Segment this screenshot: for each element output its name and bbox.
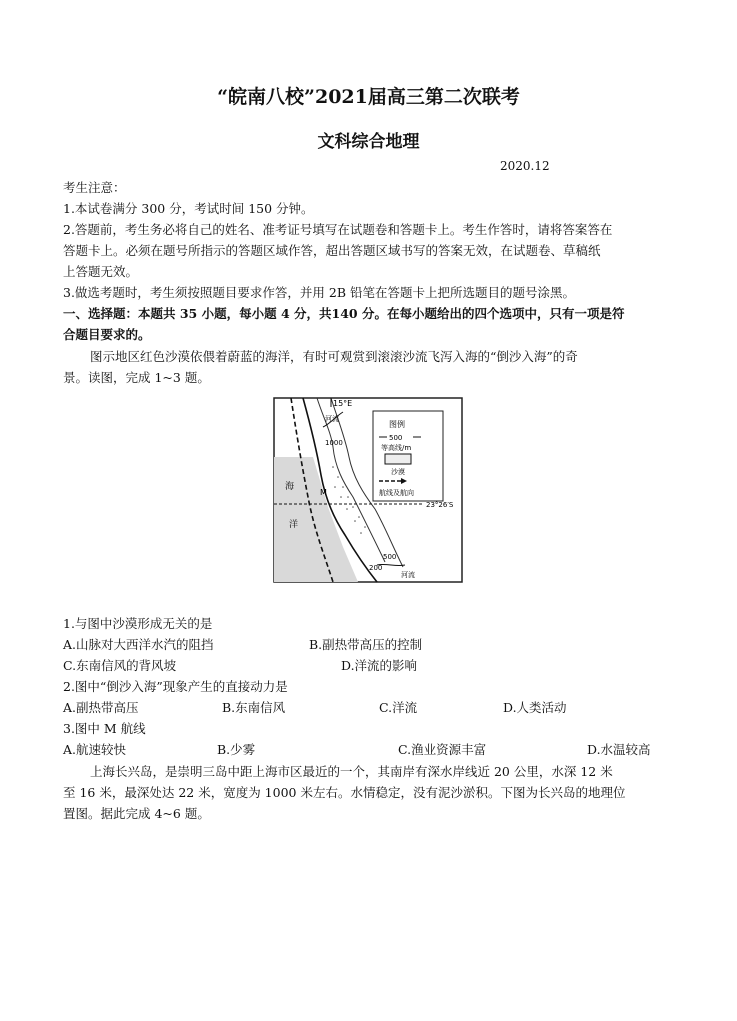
question-1-option-b: B.副热带高压的控制 <box>309 637 423 652</box>
passage-2: 上海长兴岛，是崇明三岛中距上海市区最近的一个，其南岸有深水岸线近 20 公里，水深 12 米 <box>90 764 613 779</box>
passage-2-cont: 置图。据此完成 4~6 题。 <box>63 806 210 821</box>
desert-coast-map <box>273 397 463 583</box>
question-2-option-b: B.东南信风 <box>222 700 286 715</box>
passage-2-cont: 至 16 米，最深处达 22 米，宽度为 1000 米左右。水情稳定，没有泥沙淤积。下图为长兴岛的地理位 <box>63 785 626 800</box>
contour-1000-label: 1000 <box>325 439 343 447</box>
question-3-option-c: C.渔业资源丰富 <box>398 742 487 757</box>
legend-contour-label: 等高线/m <box>381 444 412 452</box>
question-1-option-c: C.东南信风的背风坡 <box>63 658 177 673</box>
notice-item: 1.本试卷满分 300 分，考试时间 150 分钟。 <box>63 201 314 216</box>
river-top-label: 河流 <box>325 415 339 423</box>
question-2-stem: 2.图中“倒沙入海”现象产生的直接动力是 <box>63 679 288 694</box>
river-bottom-label: 河流 <box>401 571 415 579</box>
contour-200-label: 200 <box>369 564 383 572</box>
notice-item: 答题卡上。必须在题号所指示的答题区域作答，超出答题区域书写的答案无效，在试题卷、草稿纸 <box>63 243 601 258</box>
notice-heading: 考生注意： <box>63 180 126 195</box>
latitude-label: 23°26′S <box>426 501 454 509</box>
question-3-option-a: A.航速较快 <box>63 742 127 757</box>
exam-date: 2020.12 <box>500 159 550 173</box>
notice-item: 2.答题前，考生务必将自己的姓名、准考证号填写在试题卷和答题卡上。考生作答时，请将答案答在 <box>63 222 613 237</box>
section-heading-cont: 合题目要求的。 <box>63 327 151 342</box>
exam-subtitle: 文科综合地理 <box>317 132 420 152</box>
legend-title: 图例 <box>389 420 405 429</box>
ocean-char-2: 洋 <box>289 520 299 530</box>
notice-item: 3.做选考题时，考生须按照题目要求作答，并用 2B 铅笔在答题卡上把所选题目的题号涂黑。 <box>63 285 576 300</box>
question-1-option-d: D.洋流的影响 <box>341 658 418 673</box>
question-2-option-a: A.副热带高压 <box>63 700 139 715</box>
ocean-char-1: 海 <box>285 482 295 492</box>
question-2-option-d: D.人类活动 <box>503 700 567 715</box>
question-3-stem: 3.图中 M 航线 <box>63 721 146 736</box>
passage-1: 图示地区红色沙漠依偎着蔚蓝的海洋，有时可观赏到滚滚沙流飞泻入海的“倒沙入海”的奇 <box>90 349 578 364</box>
legend-contour-value: 500 <box>389 434 403 442</box>
question-2-option-c: C.洋流 <box>379 700 418 715</box>
notice-item: 上答题无效。 <box>63 264 139 279</box>
question-1-stem: 1.与图中沙漠形成无关的是 <box>63 616 213 631</box>
route-point-m: M <box>320 488 327 497</box>
legend-desert: 沙漠 <box>391 468 405 476</box>
question-3-option-b: B.少雾 <box>217 742 256 757</box>
question-3-option-d: D.水温较高 <box>587 742 651 757</box>
legend-route: 航线及航向 <box>379 489 414 497</box>
section-heading: 一、选择题：本题共 35 小题，每小题 4 分，共140 分。在每小题给出的四个选项中，只有一项是符 <box>63 306 625 321</box>
contour-500-label: 500 <box>383 553 397 561</box>
exam-title: “皖南八校”2021届高三第二次联考 <box>217 86 520 108</box>
longitude-label: 15°E <box>333 399 353 408</box>
question-1-option-a: A.山脉对大西洋水汽的阻挡 <box>63 637 214 652</box>
passage-1-cont: 景。读图，完成 1~3 题。 <box>63 370 210 385</box>
